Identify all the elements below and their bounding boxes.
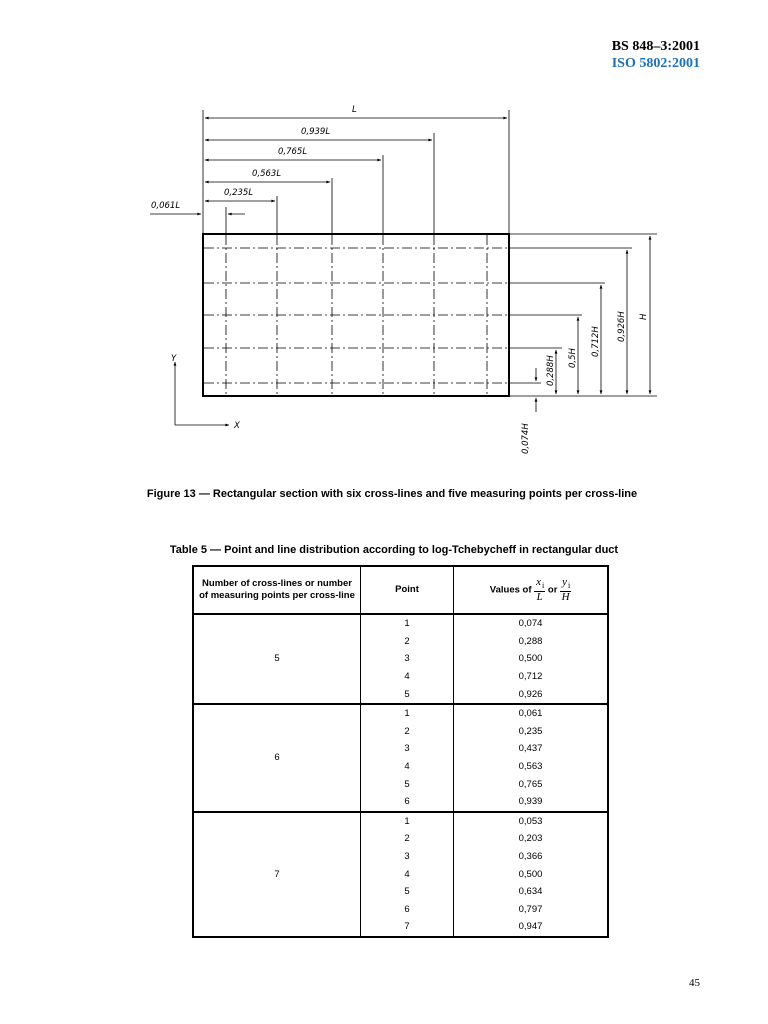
distribution-table — [192, 565, 609, 938]
label-0563L: 0,563L — [252, 169, 282, 179]
label-0288H: 0,288H — [546, 355, 556, 386]
point-number: 4 — [361, 668, 454, 686]
standard-number-bs: BS 848–3:2001 — [611, 39, 700, 54]
label-L: L — [352, 105, 357, 115]
label-0712H: 0,712H — [591, 326, 601, 357]
table-header-row — [193, 566, 608, 614]
point-number: 5 — [361, 883, 454, 901]
point-number: 5 — [361, 685, 454, 704]
point-value: 0,797 — [518, 903, 543, 915]
top-extension-lines — [203, 110, 509, 234]
header-values-or: or — [547, 584, 558, 596]
figure-caption: Figure 13 — Rectangular section with six cross-lines and five measuring points per cross-line — [146, 488, 638, 500]
header-values-prefix: Values of — [489, 584, 532, 596]
point-value: 0,203 — [518, 833, 543, 845]
point-value: 0,563 — [518, 761, 543, 773]
point-value: 0,288 — [518, 635, 543, 647]
axis-label-x: X — [234, 421, 240, 431]
fraction-xi-over-L: $\frac{x_i}{L}$ — [536, 575, 545, 604]
page-number: 45 — [689, 977, 700, 989]
axis-label-y: Y — [171, 354, 177, 364]
label-05H: 0,5H — [568, 348, 578, 368]
point-value: 0,500 — [518, 868, 543, 880]
table-caption: Table 5 — Point and line distribution according to log-Tchebycheff in rectangular duct — [169, 544, 619, 556]
label-0061L: 0,061L — [151, 201, 181, 211]
point-value: 0,634 — [518, 886, 543, 898]
table-row — [193, 812, 608, 831]
right-extension-lines — [509, 234, 657, 396]
point-number: 1 — [361, 614, 454, 633]
point-value: 0,712 — [518, 671, 543, 683]
point-number: 1 — [361, 812, 454, 831]
point-number: 4 — [361, 758, 454, 776]
point-number: 4 — [361, 865, 454, 883]
label-0235L: 0,235L — [224, 188, 254, 198]
point-number: 7 — [361, 918, 454, 937]
cross-line-count: 7 — [193, 812, 361, 937]
point-number: 1 — [361, 704, 454, 723]
header-cross-lines: Number of cross-lines or number of measuring points per cross-line — [193, 566, 361, 614]
duct-section-figure — [0, 0, 768, 480]
point-value: 0,939 — [518, 796, 543, 808]
table-body — [193, 614, 608, 937]
standard-number-iso: ISO 5802:2001 — [611, 56, 700, 71]
point-number: 3 — [361, 740, 454, 758]
label-0765L: 0,765L — [278, 147, 308, 157]
point-number: 3 — [361, 650, 454, 668]
point-value: 0,765 — [518, 778, 543, 790]
label-0926H: 0,926H — [617, 311, 627, 342]
point-number: 2 — [361, 830, 454, 848]
point-value: 0,926 — [518, 688, 543, 700]
point-value: 0,061 — [454, 704, 609, 723]
table-row — [193, 704, 608, 723]
point-value: 0,074 — [454, 614, 609, 633]
cross-line-count: 6 — [193, 704, 361, 812]
point-value: 0,947 — [518, 921, 543, 933]
point-number: 2 — [361, 723, 454, 741]
horizontal-point-lines — [204, 248, 508, 383]
point-value: 0,366 — [518, 851, 543, 863]
point-number: 6 — [361, 793, 454, 812]
point-value: 0,437 — [518, 743, 543, 755]
cross-line-count: 5 — [193, 614, 361, 704]
label-0074H: 0,074H — [521, 423, 531, 454]
header-values — [454, 566, 609, 614]
point-value: 0,500 — [518, 653, 543, 665]
point-number: 6 — [361, 901, 454, 919]
point-number: 3 — [361, 848, 454, 866]
label-H: H — [639, 313, 649, 320]
point-value: 0,235 — [518, 725, 543, 737]
point-number: 5 — [361, 775, 454, 793]
point-value: 0,053 — [454, 812, 609, 831]
label-0939L: 0,939L — [301, 127, 331, 137]
fraction-yi-over-H: $\frac{y_i}{H}$ — [561, 575, 571, 604]
header-point: Point — [361, 566, 454, 614]
table-row — [193, 614, 608, 633]
point-number: 2 — [361, 633, 454, 651]
